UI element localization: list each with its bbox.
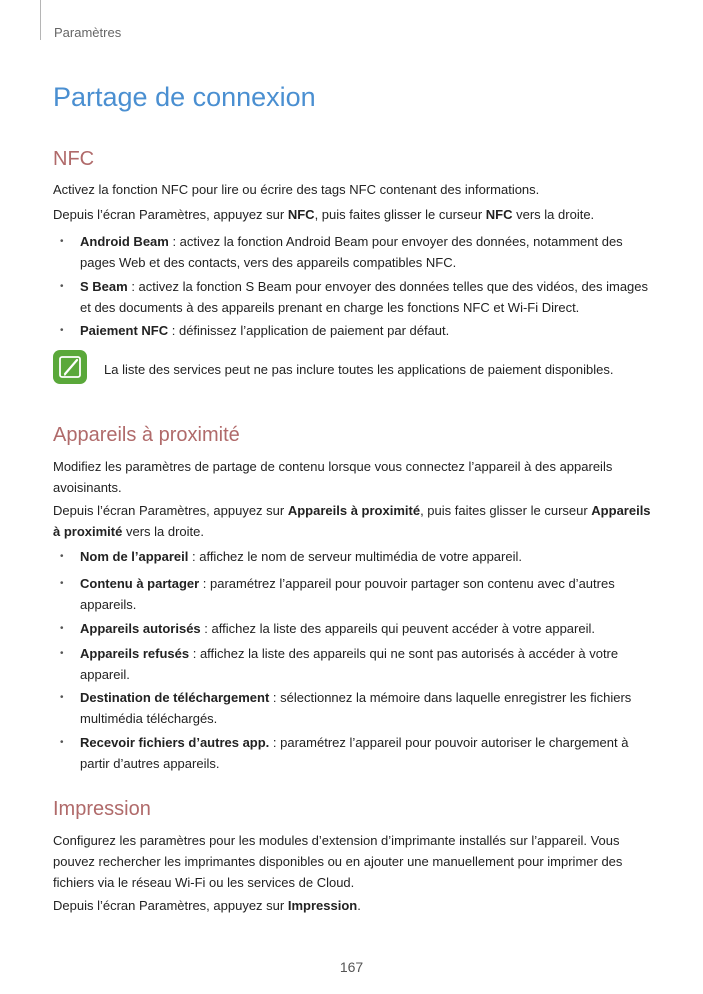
header-divider <box>40 0 41 40</box>
page-title: Partage de connexion <box>53 82 316 112</box>
nearby-bullet-device-name: • Nom de l’appareil : affichez le nom de serveur multimédia de votre appareil. <box>80 546 654 567</box>
nearby-bullet-receive: • Recevoir fichiers d’autres app. : paramétrez l’appareil pour pouvoir autoriser le chargement à partir d’autres appareils. <box>80 732 654 774</box>
note-icon <box>53 350 87 384</box>
nfc-step: Depuis l’écran Paramètres, appuyez sur NFC, puis faites glisser le curseur NFC vers la droite. <box>53 207 595 222</box>
nearby-bullet-download-dest: • Destination de téléchargement : sélectionnez la mémoire dans laquelle enregistrer les fichiers multimédia téléchargés. <box>80 687 654 729</box>
header-section-label: Paramètres <box>54 25 122 40</box>
nearby-bullet-content: • Contenu à partager : paramétrez l’appareil pour pouvoir partager son contenu avec d’autres appareils. <box>80 573 654 615</box>
nfc-bullet-payment: • Paiement NFC : définissez l’application de paiement par défaut. <box>80 320 654 341</box>
printing-step: Depuis l’écran Paramètres, appuyez sur Impression. <box>53 898 361 913</box>
nearby-heading: Appareils à proximité <box>53 424 240 446</box>
nfc-note: La liste des services peut ne pas inclure toutes les applications de paiement disponibles. <box>104 362 614 377</box>
nfc-bullet-s-beam: • S Beam : activez la fonction S Beam pour envoyer des données telles que des vidéos, des images et des documents à des appareils prenant en charge les fonctions NFC et Wi-Fi Direct. <box>80 276 654 318</box>
printing-heading: Impression <box>53 798 151 820</box>
nearby-bullet-denied: • Appareils refusés : affichez la liste des appareils qui ne sont pas autorisés à accéder à votre appareil. <box>80 643 654 685</box>
nfc-intro: Activez la fonction NFC pour lire ou écrire des tags NFC contenant des informations. <box>53 182 540 197</box>
nearby-step: Depuis l’écran Paramètres, appuyez sur Appareils à proximité, puis faites glisser le curseur Appareils à proximité vers la droite. <box>53 503 651 539</box>
printing-intro: Configurez les paramètres pour les modules d’extension d’imprimante installés sur l’appareil. Vous pouvez rechercher les imprimantes disponibles ou en ajouter une manuellement pour imprimer des fichiers via le réseau Wi-Fi ou les services de Cloud. <box>53 833 623 890</box>
page-number: 167 <box>339 959 364 975</box>
nfc-bullet-android-beam: • Android Beam : activez la fonction Android Beam pour envoyer des données, notamment des pages Web et des contacts, vers des appareils compatibles NFC. <box>80 231 654 273</box>
nearby-intro: Modifiez les paramètres de partage de contenu lorsque vous connectez l’appareil à des appareils avoisinants. <box>53 459 613 495</box>
nfc-heading: NFC <box>53 148 95 170</box>
nearby-bullet-allowed: • Appareils autorisés : affichez la liste des appareils qui peuvent accéder à votre appareil. <box>80 618 654 639</box>
